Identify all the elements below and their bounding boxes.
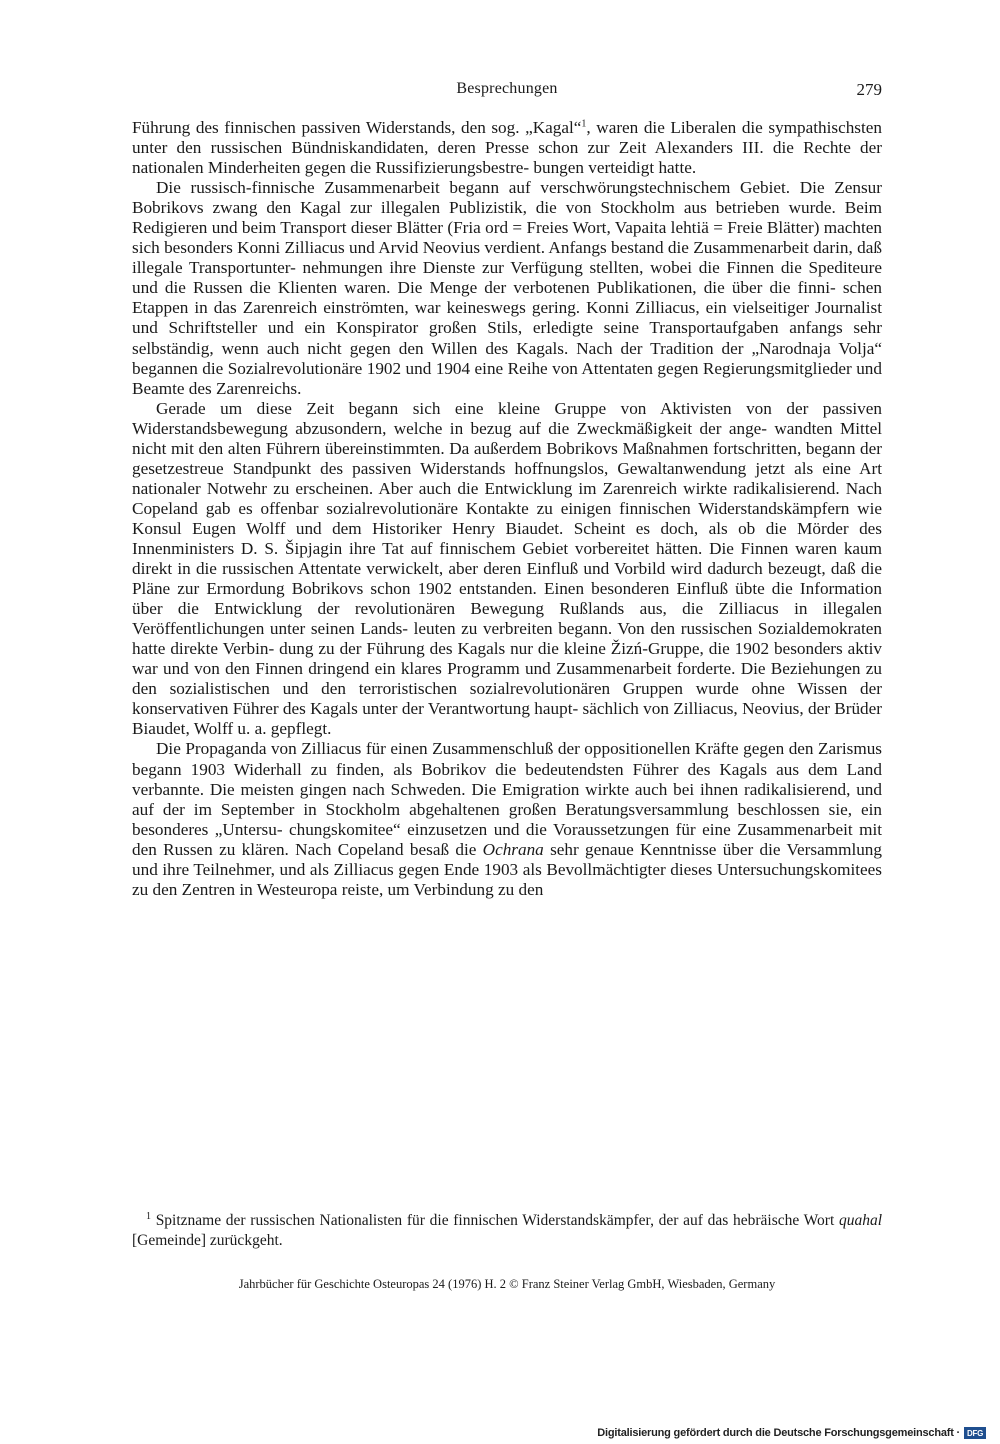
footnote-text-b: [Gemeinde] zurückgeht.: [132, 1232, 283, 1249]
paragraph-4-text-a: Die Propaganda von Zilliacus für einen Zusammenschluß der oppositionellen Kräfte gegen den Zarismus begann 1903 Widerhall zu finden, als Bobrikov die bedeutendsten Führer des Kagals aus dem Land verbannte. Die meisten gingen nach Schweden. Die Emigration wirkte auch bei ihnen radikalisierend, und auf der im September in Stockholm abgehaltenen großen Beratungsversammlung beschlossen sie, ein besonderes „Untersu- chungskomitee“ einzusetzen und die Voraussetzungen für eine Zusammenarbeit mit den Russen zu klären. Nach Copeland besaß die: [132, 739, 882, 859]
paragraph-3: Gerade um diese Zeit begann sich eine kleine Gruppe von Aktivisten von der passiven Widerstandsbewegung abzusondern, welche in bezug auf die Zweckmäßigkeit der ange- wandten Mittel nicht mit den alten Führern übereinstimmten. Da außerdem Bobrikovs Maßnahmen fortschritten, begann der gesetzestreue Standpunkt des passiven Widerstands hoffnungslos, Gewaltanwendung jetzt als eine Art nationaler Notwehr zu erscheinen. Aber auch die Entwicklung im Zarenreich wirkte radikalisierend. Nach Copeland gab es offenbar sozialrevolutionäre Kontakte zu einigen finnischen Widerstandskämpfern wie Konsul Eugen Wolff und dem Historiker Henry Biaudet. Scheint es doch, als ob die Mörder des Innenministers D. S. Šipjagin ihre Tat auf finnischem Gebiet vorbereitet hätten. Die Finnen waren kaum direkt in die russischen Attentate verwickelt, aber deren Einfluß und Vorbild wird dadurch bezeugt, daß die Pläne zur Ermordung Bobrikovs schon 1902 entstanden. Einen besonderen Einfluß übte die Information über die Entwicklung der revolutionären Bewegung Rußlands aus, die Zilliacus in illegalen Veröffentlichungen unter seinen Lands- leuten zu verbreiten begann. Von den russischen Sozialdemokraten hatte direkte Verbin- dung zu der Führung des Kagals nur die kleine Žizń-Gruppe, die 1902 besonders aktiv war und von den Finnen dringend ein klares Programm und Zusammenarbeit forderte. Die Beziehungen zu den sozialistischen und den terroristischen sozialrevolutionären Gruppen wurde ohne Wissen der konservativen Führer des Kagals unter der Verantwortung haupt- sächlich von Zilliacus, Neovius, der Brüder Biaudet, Wolff u. a. gepflegt.: [132, 398, 882, 739]
footnote-reference: 1: [581, 118, 587, 130]
page-number: 279: [856, 80, 882, 99]
dfg-funding-notice: [597, 1426, 986, 1440]
paragraph-4-text-b: sehr genaue Kenntnisse über die Versammlung und ihre Teilnehmer, und als Zilliacus gegen Ende 1903 als Bevollmächtigter dieses Untersuchungskomitees zu den Zentren in Westeuropa reiste, um Verbindung zu den: [132, 839, 882, 899]
body-text: [132, 118, 882, 900]
footnote-1: [132, 1211, 882, 1251]
footnote-italic-term: quahal: [838, 1212, 882, 1229]
footnote-text-a: Spitzname der russischen Nationalisten für die finnischen Widerstandskämpfer, der auf das hebräische Wort: [155, 1212, 839, 1229]
footnote-marker: 1: [146, 1210, 151, 1222]
paragraph-1-text-b: , waren die Liberalen die sympathischsten unter den russischen Bündniskandidaten, deren Presse schon zur Zeit Alexanders III. die Rechte der nationalen Minderheiten gegen die Russifizierungsbestre- bungen verteidigt hatte.: [132, 118, 882, 178]
paragraph-2: Die russisch-finnische Zusammenarbeit begann auf verschwörungstechnischem Gebiet. Die Zensur Bobrikovs zwang den Kagal zur illegalen Publizistik, die von Stockholm aus betrieben wurde. Beim Redigieren und beim Transport dieser Blätter (Fria ord = Freies Wort, Vapaita lehtiä = Freie Blätter) machten sich besonders Konni Zilliacus und Arvid Neovius verdient. Anfangs bestand die Zusammenarbeit darin, daß illegale Transportunter- nehmungen ihre Dienste zur Verfügung stellten, wobei die Finnen die Spediteure und die Russen die Klienten waren. Die Menge der verbotenen Publikationen, die über die finni- schen Etappen in das Zarenreich einströmten, war keineswegs gering. Konni Zilliacus, ein vielseitiger Journalist und Schriftsteller und ein Konspirator großen Stils, erledigte seine Transportaufgaben anfangs sehr selbständig, wenn auch nicht gegen den Willen des Kagals. Nach der Tradition der „Narodnaja Volja“ begannen die Sozialrevolutionäre 1902 und 1904 eine Reihe von Attentaten gegen Regierungsmitglieder und Beamte des Zarenreichs.: [132, 178, 882, 398]
paragraph-4: [132, 739, 882, 899]
dfg-funding-text: Digitalisierung gefördert durch die Deutsche Forschungsgemeinschaft ·: [597, 1427, 960, 1439]
paragraph-1: [132, 118, 882, 178]
publisher-imprint: Jahrbücher für Geschichte Osteuropas 24 (1976) H. 2 © Franz Steiner Verlag GmbH, Wiesbaden, Germany: [238, 1277, 776, 1291]
running-header: [132, 80, 882, 104]
footnotes: [132, 1211, 882, 1251]
dfg-logo-icon: DFG: [964, 1427, 986, 1439]
italic-term: Ochrana: [482, 839, 544, 859]
running-title: Besprechungen: [456, 80, 558, 97]
paragraph-1-text-a: Führung des finnischen passiven Widerstands, den sog. „Kagal“: [132, 118, 582, 137]
